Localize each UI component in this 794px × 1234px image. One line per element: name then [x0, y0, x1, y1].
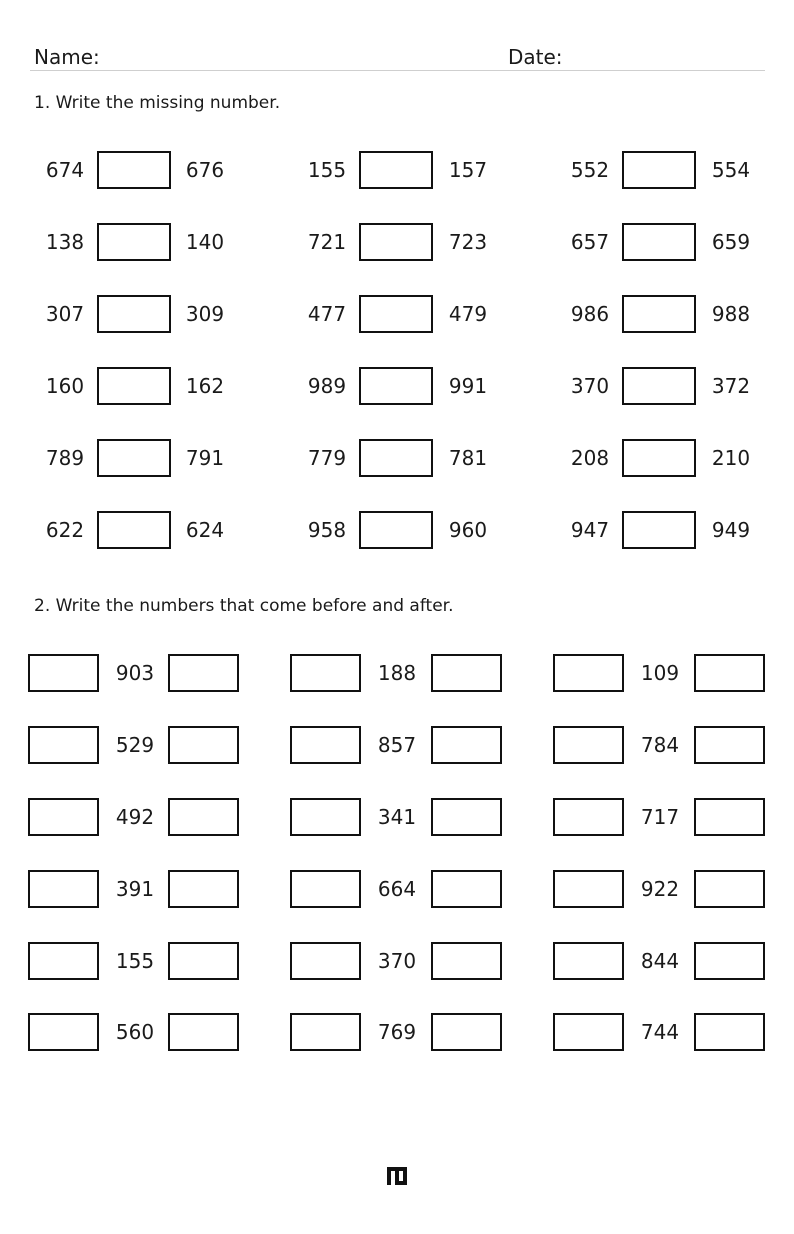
after-number-box[interactable]	[431, 870, 502, 908]
after-number-box[interactable]	[431, 726, 502, 764]
section2-instruction: 2. Write the numbers that come before and after.	[34, 596, 454, 616]
sequence-number-after: 960	[448, 518, 488, 542]
given-number: 391	[115, 877, 155, 901]
section1-instruction: 1. Write the missing number.	[34, 93, 281, 113]
given-number: 370	[377, 949, 417, 973]
missing-number-box[interactable]	[97, 223, 171, 261]
name-label: Name:	[34, 45, 100, 69]
before-number-box[interactable]	[28, 1013, 99, 1051]
sequence-number-before: 789	[45, 446, 85, 470]
after-number-box[interactable]	[694, 798, 765, 836]
given-number: 188	[377, 661, 417, 685]
sequence-number-before: 208	[570, 446, 610, 470]
before-number-box[interactable]	[290, 798, 361, 836]
given-number: 717	[640, 805, 680, 829]
missing-number-box[interactable]	[622, 439, 696, 477]
given-number: 844	[640, 949, 680, 973]
missing-number-box[interactable]	[97, 367, 171, 405]
given-number: 857	[377, 733, 417, 757]
date-label: Date:	[508, 45, 563, 69]
missing-number-box[interactable]	[359, 367, 433, 405]
given-number: 769	[377, 1020, 417, 1044]
missing-number-box[interactable]	[97, 151, 171, 189]
sequence-number-after: 162	[185, 374, 225, 398]
brand-logo-icon	[387, 1167, 407, 1185]
after-number-box[interactable]	[694, 870, 765, 908]
given-number: 903	[115, 661, 155, 685]
before-number-box[interactable]	[28, 726, 99, 764]
given-number: 922	[640, 877, 680, 901]
sequence-number-after: 309	[185, 302, 225, 326]
sequence-number-before: 307	[45, 302, 85, 326]
after-number-box[interactable]	[168, 726, 239, 764]
after-number-box[interactable]	[694, 726, 765, 764]
after-number-box[interactable]	[431, 798, 502, 836]
given-number: 155	[115, 949, 155, 973]
before-number-box[interactable]	[553, 1013, 624, 1051]
sequence-number-after: 791	[185, 446, 225, 470]
before-number-box[interactable]	[553, 942, 624, 980]
sequence-number-before: 958	[307, 518, 347, 542]
after-number-box[interactable]	[431, 654, 502, 692]
after-number-box[interactable]	[431, 1013, 502, 1051]
sequence-number-after: 723	[448, 230, 488, 254]
missing-number-box[interactable]	[359, 439, 433, 477]
before-number-box[interactable]	[553, 798, 624, 836]
before-number-box[interactable]	[553, 726, 624, 764]
missing-number-box[interactable]	[97, 511, 171, 549]
sequence-number-before: 779	[307, 446, 347, 470]
missing-number-box[interactable]	[622, 223, 696, 261]
before-number-box[interactable]	[290, 1013, 361, 1051]
before-number-box[interactable]	[28, 870, 99, 908]
before-number-box[interactable]	[553, 654, 624, 692]
sequence-number-before: 721	[307, 230, 347, 254]
missing-number-box[interactable]	[622, 511, 696, 549]
after-number-box[interactable]	[168, 870, 239, 908]
sequence-number-after: 554	[711, 158, 751, 182]
before-number-box[interactable]	[28, 654, 99, 692]
after-number-box[interactable]	[168, 942, 239, 980]
sequence-number-before: 622	[45, 518, 85, 542]
sequence-number-before: 657	[570, 230, 610, 254]
given-number: 560	[115, 1020, 155, 1044]
sequence-number-before: 674	[45, 158, 85, 182]
sequence-number-before: 477	[307, 302, 347, 326]
sequence-number-after: 676	[185, 158, 225, 182]
sequence-number-after: 140	[185, 230, 225, 254]
missing-number-box[interactable]	[359, 223, 433, 261]
sequence-number-after: 372	[711, 374, 751, 398]
given-number: 529	[115, 733, 155, 757]
sequence-number-before: 552	[570, 158, 610, 182]
before-number-box[interactable]	[290, 726, 361, 764]
before-number-box[interactable]	[28, 798, 99, 836]
sequence-number-after: 210	[711, 446, 751, 470]
before-number-box[interactable]	[290, 942, 361, 980]
after-number-box[interactable]	[168, 1013, 239, 1051]
after-number-box[interactable]	[431, 942, 502, 980]
before-number-box[interactable]	[290, 654, 361, 692]
sequence-number-after: 781	[448, 446, 488, 470]
sequence-number-before: 986	[570, 302, 610, 326]
before-number-box[interactable]	[290, 870, 361, 908]
missing-number-box[interactable]	[97, 439, 171, 477]
after-number-box[interactable]	[168, 654, 239, 692]
given-number: 109	[640, 661, 680, 685]
missing-number-box[interactable]	[359, 295, 433, 333]
sequence-number-after: 659	[711, 230, 751, 254]
sequence-number-after: 988	[711, 302, 751, 326]
sequence-number-after: 949	[711, 518, 751, 542]
sequence-number-before: 370	[570, 374, 610, 398]
after-number-box[interactable]	[168, 798, 239, 836]
missing-number-box[interactable]	[359, 511, 433, 549]
sequence-number-after: 157	[448, 158, 488, 182]
sequence-number-before: 989	[307, 374, 347, 398]
given-number: 744	[640, 1020, 680, 1044]
sequence-number-before: 160	[45, 374, 85, 398]
sequence-number-before: 947	[570, 518, 610, 542]
given-number: 341	[377, 805, 417, 829]
missing-number-box[interactable]	[622, 295, 696, 333]
sequence-number-after: 991	[448, 374, 488, 398]
after-number-box[interactable]	[694, 942, 765, 980]
sequence-number-before: 155	[307, 158, 347, 182]
missing-number-box[interactable]	[359, 151, 433, 189]
after-number-box[interactable]	[694, 1013, 765, 1051]
given-number: 664	[377, 877, 417, 901]
missing-number-box[interactable]	[97, 295, 171, 333]
header-divider	[30, 70, 765, 71]
given-number: 492	[115, 805, 155, 829]
sequence-number-after: 624	[185, 518, 225, 542]
before-number-box[interactable]	[553, 870, 624, 908]
given-number: 784	[640, 733, 680, 757]
after-number-box[interactable]	[694, 654, 765, 692]
missing-number-box[interactable]	[622, 151, 696, 189]
sequence-number-before: 138	[45, 230, 85, 254]
before-number-box[interactable]	[28, 942, 99, 980]
missing-number-box[interactable]	[622, 367, 696, 405]
sequence-number-after: 479	[448, 302, 488, 326]
